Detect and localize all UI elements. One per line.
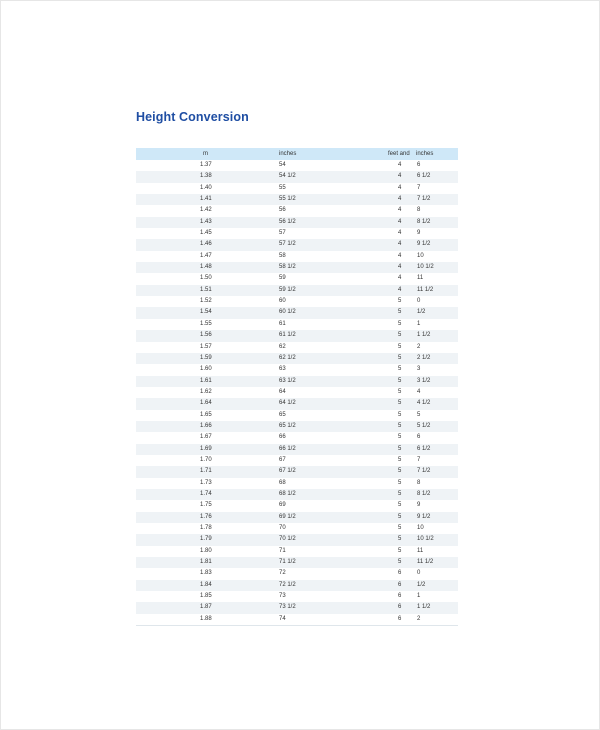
cell-inches: 59 (279, 275, 286, 282)
cell-m: 1.41 (200, 196, 212, 203)
cell-m: 1.71 (200, 468, 212, 475)
table-row (136, 478, 458, 489)
cell-feet-inches: 9 (417, 502, 421, 509)
table-row (136, 330, 458, 341)
table-row (136, 376, 458, 387)
table-row (136, 273, 458, 284)
cell-feet: 5 (398, 343, 402, 350)
cell-feet-inches: 9 (417, 230, 421, 237)
cell-inches: 63 (279, 366, 286, 373)
cell-m: 1.50 (200, 275, 212, 282)
table-row (136, 342, 458, 353)
header-feet-inches: inches (416, 151, 434, 157)
cell-m: 1.57 (200, 343, 212, 350)
cell-feet-inches: 7 (417, 184, 421, 191)
cell-feet-inches: 10 1/2 (417, 264, 434, 271)
cell-feet-inches: 1 (417, 593, 421, 600)
cell-m: 1.66 (200, 422, 212, 429)
cell-feet-inches: 1/2 (417, 309, 426, 316)
cell-feet: 5 (398, 298, 402, 305)
cell-feet: 6 (398, 581, 402, 588)
table-row (136, 421, 458, 432)
cell-feet: 5 (398, 354, 402, 361)
cell-inches: 63 1/2 (279, 377, 296, 384)
cell-m: 1.43 (200, 218, 212, 225)
header-m: m (203, 151, 208, 157)
cell-feet-inches: 8 1/2 (417, 490, 431, 497)
cell-inches: 54 1/2 (279, 173, 296, 180)
cell-inches: 62 1/2 (279, 354, 296, 361)
conversion-table (136, 148, 458, 626)
cell-m: 1.87 (200, 604, 212, 611)
cell-m: 1.79 (200, 536, 212, 543)
table-row (136, 580, 458, 591)
cell-feet-inches: 8 (417, 207, 421, 214)
table-row (136, 614, 458, 625)
cell-inches: 62 (279, 343, 286, 350)
cell-m: 1.47 (200, 252, 212, 259)
cell-inches: 67 (279, 456, 286, 463)
cell-m: 1.64 (200, 400, 212, 407)
cell-inches: 61 1/2 (279, 332, 296, 339)
cell-m: 1.45 (200, 230, 212, 237)
cell-m: 1.51 (200, 286, 212, 293)
table-row (136, 364, 458, 375)
cell-inches: 60 (279, 298, 286, 305)
cell-m: 1.65 (200, 411, 212, 418)
cell-feet-inches: 2 (417, 615, 421, 622)
cell-inches: 56 (279, 207, 286, 214)
cell-inches: 60 1/2 (279, 309, 296, 316)
cell-feet: 4 (398, 173, 402, 180)
table-row (136, 251, 458, 262)
cell-feet: 4 (398, 264, 402, 271)
cell-feet-inches: 8 (417, 479, 421, 486)
cell-feet-inches: 6 (417, 162, 421, 168)
table-row (136, 160, 458, 171)
cell-m: 1.52 (200, 298, 212, 305)
cell-feet: 5 (398, 479, 402, 486)
cell-m: 1.67 (200, 434, 212, 441)
cell-inches: 55 (279, 184, 286, 191)
cell-feet: 5 (398, 434, 402, 441)
table-row (136, 228, 458, 239)
cell-feet: 5 (398, 468, 402, 475)
cell-feet: 5 (398, 411, 402, 418)
table-row (136, 296, 458, 307)
cell-feet: 5 (398, 502, 402, 509)
cell-feet-inches: 1 1/2 (417, 604, 431, 611)
table-row (136, 512, 458, 523)
table-row (136, 523, 458, 534)
cell-feet: 4 (398, 241, 402, 248)
cell-feet-inches: 1 1/2 (417, 332, 431, 339)
cell-feet-inches: 11 (417, 547, 424, 554)
cell-feet: 4 (398, 275, 402, 282)
cell-feet: 5 (398, 445, 402, 452)
cell-m: 1.48 (200, 264, 212, 271)
cell-inches: 72 (279, 570, 286, 577)
cell-feet-inches: 7 (417, 456, 421, 463)
cell-feet-inches: 6 (417, 434, 421, 441)
cell-feet: 4 (398, 218, 402, 225)
cell-feet: 4 (398, 184, 402, 191)
table-row (136, 466, 458, 477)
table-body (136, 160, 458, 625)
cell-m: 1.60 (200, 366, 212, 373)
cell-feet-inches: 3 1/2 (417, 377, 431, 384)
cell-m: 1.84 (200, 581, 212, 588)
cell-feet: 5 (398, 332, 402, 339)
header-feet: feet and (388, 151, 410, 157)
cell-feet-inches: 5 (417, 411, 421, 418)
cell-feet-inches: 3 (417, 366, 421, 373)
cell-inches: 64 (279, 388, 286, 395)
cell-feet: 5 (398, 559, 402, 566)
cell-feet: 4 (398, 162, 402, 168)
cell-m: 1.74 (200, 490, 212, 497)
cell-inches: 65 1/2 (279, 422, 296, 429)
cell-feet: 6 (398, 615, 402, 622)
table-row (136, 557, 458, 568)
cell-feet-inches: 1/2 (417, 581, 426, 588)
cell-feet: 5 (398, 536, 402, 543)
cell-feet: 5 (398, 547, 402, 554)
cell-feet-inches: 11 1/2 (417, 559, 434, 566)
cell-feet-inches: 7 1/2 (417, 196, 431, 203)
table-row (136, 194, 458, 205)
cell-feet: 4 (398, 286, 402, 293)
table-bottom-rule (136, 625, 458, 626)
cell-m: 1.73 (200, 479, 212, 486)
cell-inches: 71 (279, 547, 286, 554)
cell-m: 1.56 (200, 332, 212, 339)
table-row (136, 217, 458, 228)
cell-feet: 4 (398, 207, 402, 214)
cell-m: 1.42 (200, 207, 212, 214)
table-row (136, 410, 458, 421)
table-row (136, 319, 458, 330)
table-row (136, 239, 458, 250)
table-row (136, 444, 458, 455)
table-row (136, 546, 458, 557)
cell-inches: 66 (279, 434, 286, 441)
cell-feet-inches: 9 1/2 (417, 241, 431, 248)
cell-m: 1.61 (200, 377, 212, 384)
cell-inches: 73 1/2 (279, 604, 296, 611)
cell-feet: 5 (398, 513, 402, 520)
table-row (136, 285, 458, 296)
cell-m: 1.76 (200, 513, 212, 520)
table-row (136, 205, 458, 216)
table-row (136, 455, 458, 466)
cell-feet-inches: 10 (417, 252, 424, 259)
cell-m: 1.83 (200, 570, 212, 577)
cell-inches: 55 1/2 (279, 196, 296, 203)
cell-inches: 58 (279, 252, 286, 259)
cell-inches: 59 1/2 (279, 286, 296, 293)
cell-inches: 69 (279, 502, 286, 509)
cell-inches: 67 1/2 (279, 468, 296, 475)
cell-feet-inches: 4 1/2 (417, 400, 431, 407)
table-row (136, 387, 458, 398)
cell-feet-inches: 0 (417, 570, 421, 577)
cell-m: 1.70 (200, 456, 212, 463)
cell-m: 1.55 (200, 320, 212, 327)
cell-feet-inches: 10 (417, 525, 424, 531)
cell-inches: 57 (279, 230, 286, 237)
cell-inches: 69 1/2 (279, 513, 296, 520)
cell-feet: 5 (398, 377, 402, 384)
cell-feet-inches: 6 1/2 (417, 445, 431, 452)
table-row (136, 602, 458, 613)
cell-m: 1.59 (200, 354, 212, 361)
cell-feet: 5 (398, 456, 402, 463)
cell-feet-inches: 6 1/2 (417, 173, 431, 180)
cell-feet-inches: 11 (417, 275, 424, 282)
table-header (136, 148, 458, 160)
cell-m: 1.54 (200, 309, 212, 316)
table-row (136, 591, 458, 602)
cell-feet-inches: 10 1/2 (417, 536, 434, 543)
table-row (136, 171, 458, 182)
cell-feet: 5 (398, 400, 402, 407)
table-row (136, 183, 458, 194)
header-inches: inches (279, 151, 297, 157)
cell-feet-inches: 1 (417, 320, 421, 327)
cell-feet-inches: 7 1/2 (417, 468, 431, 475)
cell-feet: 5 (398, 525, 402, 531)
cell-feet: 4 (398, 230, 402, 237)
cell-inches: 70 1/2 (279, 536, 296, 543)
cell-feet: 5 (398, 388, 402, 395)
cell-feet: 5 (398, 309, 402, 316)
cell-feet-inches: 0 (417, 298, 421, 305)
table-row (136, 489, 458, 500)
cell-feet: 5 (398, 422, 402, 429)
table-row (136, 353, 458, 364)
cell-feet-inches: 4 (417, 388, 421, 395)
cell-feet: 5 (398, 366, 402, 373)
cell-feet-inches: 8 1/2 (417, 218, 431, 225)
table-row (136, 568, 458, 579)
cell-m: 1.78 (200, 525, 212, 531)
cell-feet: 6 (398, 593, 402, 600)
cell-inches: 68 (279, 479, 286, 486)
cell-m: 1.88 (200, 615, 212, 622)
cell-feet-inches: 9 1/2 (417, 513, 431, 520)
cell-m: 1.40 (200, 184, 212, 191)
cell-feet-inches: 11 1/2 (417, 286, 434, 293)
cell-feet: 4 (398, 252, 402, 259)
cell-feet-inches: 2 1/2 (417, 354, 431, 361)
cell-inches: 73 (279, 593, 286, 600)
cell-feet-inches: 2 (417, 343, 421, 350)
cell-inches: 72 1/2 (279, 581, 296, 588)
cell-inches: 56 1/2 (279, 218, 296, 225)
cell-feet-inches: 5 1/2 (417, 422, 431, 429)
cell-m: 1.37 (200, 162, 212, 168)
cell-m: 1.81 (200, 559, 212, 566)
cell-inches: 54 (279, 162, 286, 168)
cell-feet: 5 (398, 320, 402, 327)
page-title: Height Conversion (136, 110, 249, 124)
cell-m: 1.75 (200, 502, 212, 509)
cell-m: 1.85 (200, 593, 212, 600)
table-row (136, 262, 458, 273)
table-row (136, 432, 458, 443)
cell-inches: 70 (279, 525, 286, 531)
cell-m: 1.38 (200, 173, 212, 180)
table-row (136, 534, 458, 545)
cell-m: 1.69 (200, 445, 212, 452)
cell-inches: 65 (279, 411, 286, 418)
cell-feet: 4 (398, 196, 402, 203)
cell-feet: 5 (398, 490, 402, 497)
table-row (136, 307, 458, 318)
cell-m: 1.62 (200, 388, 212, 395)
cell-m: 1.80 (200, 547, 212, 554)
cell-inches: 71 1/2 (279, 559, 296, 566)
cell-feet: 6 (398, 604, 402, 611)
cell-inches: 74 (279, 615, 286, 622)
table-row (136, 500, 458, 511)
cell-inches: 61 (279, 320, 286, 327)
cell-m: 1.46 (200, 241, 212, 248)
cell-inches: 57 1/2 (279, 241, 296, 248)
cell-inches: 66 1/2 (279, 445, 296, 452)
cell-feet: 6 (398, 570, 402, 577)
cell-inches: 68 1/2 (279, 490, 296, 497)
cell-inches: 64 1/2 (279, 400, 296, 407)
cell-inches: 58 1/2 (279, 264, 296, 271)
table-row (136, 398, 458, 409)
